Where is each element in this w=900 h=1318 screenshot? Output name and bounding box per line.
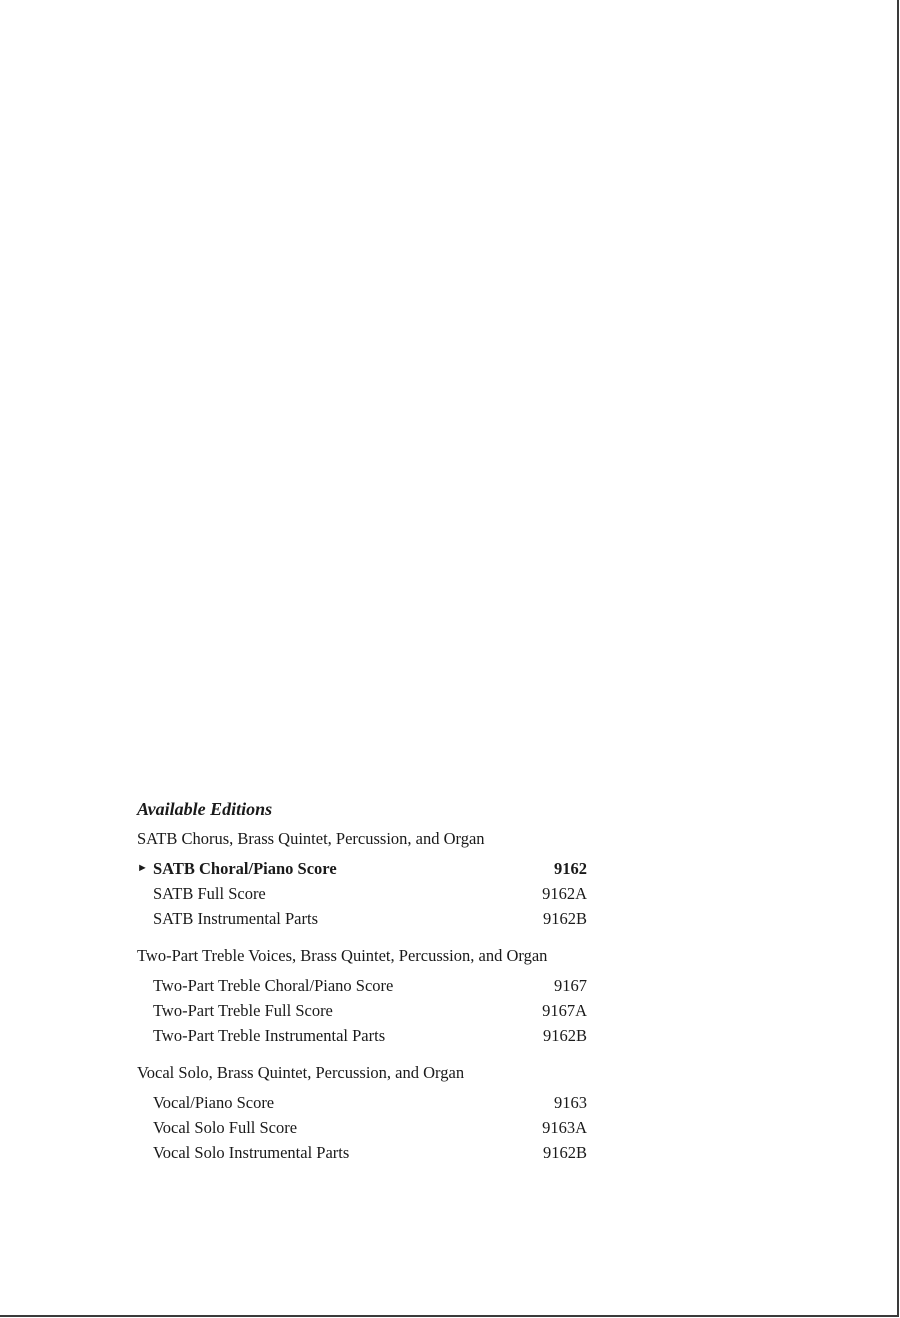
edition-code: 9163A — [542, 1118, 587, 1137]
edition-row — [137, 906, 587, 931]
edition-title: Vocal Solo Full Score — [153, 1118, 298, 1137]
edition-row — [137, 998, 587, 1023]
section-title: Available Editions — [137, 799, 273, 819]
group-heading: Vocal Solo, Brass Quintet, Percussion, and Organ — [137, 1063, 465, 1082]
edition-row — [137, 1115, 587, 1140]
edition-row — [137, 881, 587, 906]
group-heading: Two-Part Treble Voices, Brass Quintet, Percussion, and Organ — [137, 946, 548, 965]
edition-title: Two-Part Treble Instrumental Parts — [153, 1026, 386, 1045]
edition-row — [137, 1023, 587, 1048]
edition-row — [137, 1140, 587, 1165]
edition-group-two-part-treble — [137, 944, 587, 1048]
edition-row — [137, 973, 587, 998]
edition-title: SATB Instrumental Parts — [153, 909, 318, 928]
edition-group-satb — [137, 827, 587, 931]
edition-title: Two-Part Treble Full Score — [153, 1001, 333, 1020]
edition-title: Vocal Solo Instrumental Parts — [153, 1143, 350, 1162]
available-editions-section — [137, 797, 587, 1178]
edition-code: 9162B — [542, 909, 587, 928]
edition-title: Two-Part Treble Choral/Piano Score — [153, 976, 394, 995]
edition-row-featured — [137, 856, 587, 881]
edition-title: SATB Choral/Piano Score — [153, 859, 337, 878]
edition-group-vocal-solo — [137, 1061, 587, 1165]
triangle-right-icon: ► — [137, 862, 148, 874]
group-heading: SATB Chorus, Brass Quintet, Percussion, and Organ — [137, 829, 485, 848]
edition-title: SATB Full Score — [153, 884, 266, 903]
edition-code: 9167A — [542, 1001, 587, 1020]
edition-code: 9162 — [554, 859, 587, 878]
edition-code: 9162B — [542, 1143, 587, 1162]
edition-code: 9162A — [542, 884, 587, 903]
edition-code: 9163 — [554, 1093, 587, 1112]
edition-row — [137, 1090, 587, 1115]
edition-code: 9162B — [542, 1026, 587, 1045]
edition-title: Vocal/Piano Score — [153, 1093, 275, 1112]
edition-code: 9167 — [554, 976, 587, 995]
